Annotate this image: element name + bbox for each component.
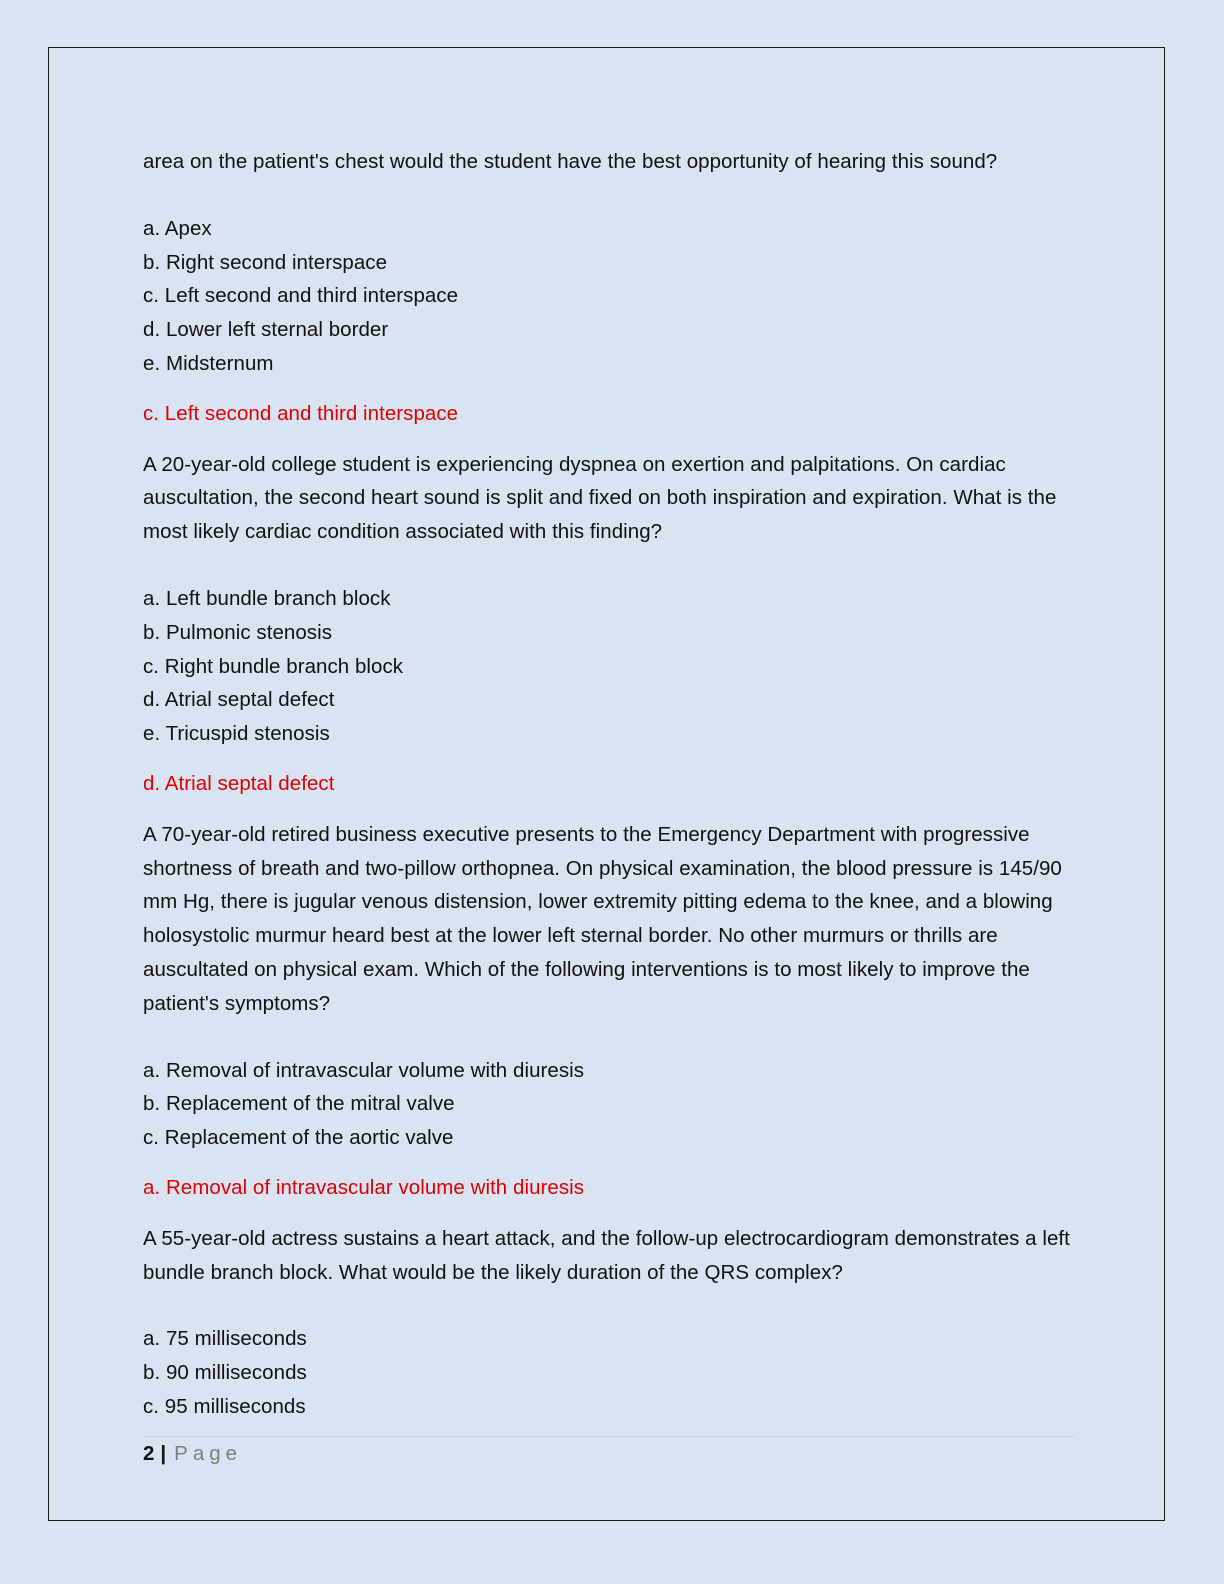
question-block (143, 145, 1083, 431)
answer-text: d. Atrial septal defect (143, 771, 335, 795)
option-item: b. Right second interspace (143, 250, 388, 274)
question-text: A 55-year-old actress sustains a heart attack, and the follow-up electrocardiogram demonstrates a left bundle branch block. What would be the likely duration of the QRS complex? (143, 1226, 1070, 1284)
question-text: area on the patient's chest would the student have the best opportunity of hearing this sound? (143, 150, 998, 173)
question-block (143, 818, 1083, 1205)
page-label: Page (174, 1442, 243, 1465)
question-block (143, 448, 1083, 801)
footer-divider (143, 1436, 1075, 1437)
option-list (143, 212, 1083, 381)
option-item: a. 75 milliseconds (143, 1327, 307, 1351)
option-item: a. Apex (143, 216, 212, 240)
option-item: b. Pulmonic stenosis (143, 620, 333, 644)
option-item: a. Removal of intravascular volume with diuresis (143, 1058, 585, 1082)
answer-text: c. Left second and third interspace (143, 401, 459, 425)
question-text: A 70-year-old retired business executive presents to the Emergency Department with progressive shortness of breath and two-pillow orthopnea. On physical examination, the blood pressure is 145/90 mm Hg, there is jugular venous distension, lower extremity pitting edema to the knee, and a blowing holosystolic murmur heard best at the lower left sternal border. No other murmurs or thrills are auscultated on physical exam. Which of the following interventions is to most likely to improve the patient's symptoms? (143, 822, 1062, 1015)
footer-separator: | (160, 1442, 167, 1465)
option-item: d. Lower left sternal border (143, 318, 389, 342)
option-item: e. Midsternum (143, 351, 274, 375)
option-item: c. Right bundle branch block (143, 654, 404, 678)
option-list (143, 1054, 1083, 1155)
option-list (143, 1322, 1083, 1423)
option-item: c. Replacement of the aortic valve (143, 1126, 454, 1150)
option-item: c. Left second and third interspace (143, 284, 459, 308)
option-item: e. Tricuspid stenosis (143, 722, 330, 746)
question-text: A 20-year-old college student is experiencing dyspnea on exertion and palpitations. On cardiac auscultation, the second heart sound is split and fixed on both inspiration and expiration. What is the most likely cardiac condition associated with this finding? (143, 452, 1057, 544)
option-item: b. Replacement of the mitral valve (143, 1092, 455, 1116)
page-number: 2 (143, 1442, 155, 1465)
option-item: b. 90 milliseconds (143, 1361, 307, 1385)
option-list (143, 582, 1083, 751)
option-item: a. Left bundle branch block (143, 586, 391, 610)
option-item: d. Atrial septal defect (143, 688, 335, 712)
answer-text: a. Removal of intravascular volume with diuresis (143, 1175, 585, 1199)
document-body (143, 145, 1083, 1424)
page-footer (143, 1438, 242, 1470)
question-block (143, 1222, 1083, 1424)
option-item: c. 95 milliseconds (143, 1394, 306, 1418)
